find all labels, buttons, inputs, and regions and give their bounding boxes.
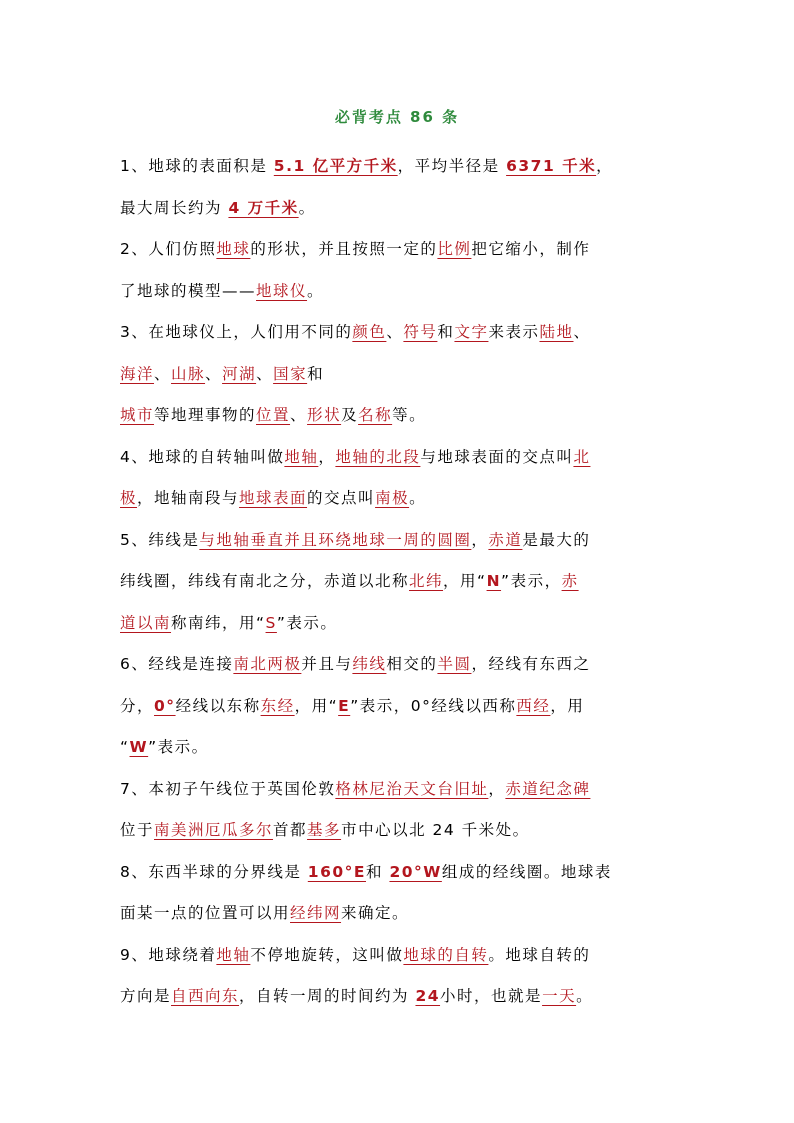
answer-text: 基多 — [307, 821, 342, 839]
body-text: 等地理事物的 — [154, 406, 257, 424]
body-text: 相交的 — [386, 655, 438, 673]
body-text: 、 — [573, 323, 591, 341]
point-item-7 — [120, 769, 676, 852]
answer-text: 城市 — [120, 406, 155, 424]
body-text: ，平均半径是 — [397, 157, 507, 175]
body-text: ，用 — [550, 696, 585, 715]
body-text: 和 — [437, 323, 455, 341]
answer-text: 道以南 — [120, 613, 172, 632]
body-text: 的交点叫 — [307, 489, 376, 507]
body-text: 3、在地球仪上，人们用不同的 — [120, 323, 353, 341]
text-line — [120, 437, 676, 479]
answer-text: 24 — [415, 987, 441, 1005]
body-text: 组成的经线圈。地球表 — [441, 862, 612, 881]
text-line — [120, 603, 676, 645]
answer-text: E — [338, 696, 351, 715]
point-item-3 — [120, 312, 676, 437]
text-line — [120, 561, 676, 603]
point-item-8 — [120, 852, 676, 935]
answer-text: 位置 — [256, 406, 291, 424]
body-text: 9、地球绕着 — [120, 945, 217, 964]
answer-text: 地轴 — [284, 447, 319, 466]
answer-text: 北 — [573, 447, 591, 466]
answer-text: 颜色 — [352, 323, 387, 341]
body-text: 首都 — [273, 821, 308, 839]
answer-text: N — [486, 572, 502, 590]
answer-text: 南极 — [375, 489, 410, 507]
text-line — [120, 893, 676, 935]
body-text: 方向是 — [120, 987, 172, 1005]
page-title: 必背考点 86 条 — [334, 108, 460, 126]
body-text: ，用“ — [443, 572, 487, 590]
answer-text: 4 万千米 — [228, 198, 299, 217]
answer-text: 北纬 — [409, 572, 444, 590]
point-item-4 — [120, 437, 676, 520]
body-text: 7、本初子午线位于英国伦敦 — [120, 779, 336, 798]
text-line — [120, 271, 676, 313]
answer-text: 西经 — [516, 696, 551, 715]
body-text: 。 — [298, 198, 316, 217]
body-text: 、 — [386, 323, 404, 341]
answer-text: 5.1 亿平方千米 — [273, 157, 398, 175]
text-line — [120, 146, 676, 188]
document-body — [120, 146, 676, 1018]
body-text: ， — [596, 157, 614, 175]
body-text: 面某一点的位置可以用 — [120, 904, 291, 922]
answer-text: 160°E — [307, 862, 366, 881]
text-line — [120, 395, 676, 437]
body-text: ， — [471, 530, 489, 549]
answer-text: 形状 — [307, 406, 342, 424]
answer-text: 海洋 — [120, 364, 155, 383]
answer-text: 赤道 — [488, 530, 523, 549]
body-text: 和 — [366, 862, 390, 881]
body-text: 5、纬线是 — [120, 530, 200, 549]
answer-text: 地球表面 — [239, 489, 308, 507]
point-item-9 — [120, 935, 676, 1018]
text-line — [120, 188, 676, 230]
body-text: ”表示。 — [276, 613, 338, 632]
answer-text: 南北两极 — [233, 655, 302, 673]
answer-text: 名称 — [358, 406, 393, 424]
text-line — [120, 354, 676, 396]
body-text: 。 — [307, 281, 325, 300]
point-item-5 — [120, 520, 676, 645]
answer-text: 国家 — [273, 364, 308, 383]
text-line — [120, 727, 676, 769]
answer-text: 半圆 — [437, 655, 472, 673]
body-text: ，用“ — [294, 696, 339, 715]
answer-text: 河湖 — [222, 364, 257, 383]
answer-text: 山脉 — [171, 364, 206, 383]
text-line — [120, 229, 676, 271]
body-text: 位于 — [120, 821, 155, 839]
answer-text: 赤 — [561, 572, 579, 590]
body-text: 最大周长约为 — [120, 198, 229, 217]
body-text: 了地球的模型—— — [120, 281, 257, 300]
body-text: 8、东西半球的分界线是 — [120, 862, 308, 881]
answer-text: 地球 — [216, 240, 251, 258]
body-text: “ — [120, 738, 130, 756]
body-text: 、 — [290, 406, 308, 424]
body-text: 市中心以北 24 千米处。 — [341, 821, 530, 839]
body-text: 与地球表面的交点叫 — [420, 447, 574, 466]
answer-text: 赤道纪念碑 — [505, 779, 591, 798]
answer-text: 经纬网 — [290, 904, 342, 922]
body-text: ， — [318, 447, 336, 466]
body-text: 分， — [120, 696, 155, 715]
body-text: ”表示。 — [148, 738, 209, 756]
body-text: ”表示， — [501, 572, 562, 590]
body-text: ”表示，0°经线以西称 — [350, 696, 517, 715]
text-line — [120, 644, 676, 686]
body-text: 等。 — [392, 406, 427, 424]
point-item-6 — [120, 644, 676, 769]
answer-text: S — [265, 613, 277, 632]
answer-text: 格林尼治天文台旧址 — [335, 779, 489, 798]
body-text: 4、地球的自转轴叫做 — [120, 447, 285, 466]
point-item-2 — [120, 229, 676, 312]
answer-text: 地球的自转 — [403, 945, 489, 964]
body-text: 称南纬，用“ — [171, 613, 266, 632]
answer-text: 陆地 — [539, 323, 574, 341]
body-text: ，地轴南段与 — [137, 489, 240, 507]
answer-text: 与地轴垂直并且环绕地球一周的圆圈 — [199, 530, 472, 549]
body-text: 1、地球的表面积是 — [120, 157, 274, 175]
body-text: 和 — [307, 364, 325, 383]
text-line — [120, 478, 676, 520]
answer-text: 自西向东 — [171, 987, 240, 1005]
answer-text: W — [129, 738, 149, 756]
body-text: 是最大的 — [522, 530, 591, 549]
body-text: 及 — [341, 406, 359, 424]
body-text: ， — [488, 779, 506, 798]
body-text: 、 — [154, 364, 172, 383]
text-line — [120, 686, 676, 728]
body-text: 。 — [576, 987, 594, 1005]
text-line — [120, 810, 676, 852]
answer-text: 符号 — [403, 323, 438, 341]
answer-text: 一天 — [542, 987, 577, 1005]
text-line — [120, 852, 676, 894]
answer-text: 比例 — [437, 240, 472, 258]
body-text: 不停地旋转，这叫做 — [250, 945, 404, 964]
body-text: 。地球自转的 — [488, 945, 591, 964]
body-text: ，经线有东西之 — [471, 655, 591, 673]
body-text: 来确定。 — [341, 904, 410, 922]
body-text: 小时，也就是 — [440, 987, 543, 1005]
body-text: 2、人们仿照 — [120, 240, 217, 258]
answer-text: 东经 — [260, 696, 295, 715]
answer-text: 文字 — [454, 323, 489, 341]
body-text: 经线以东称 — [175, 696, 261, 715]
answer-text: 南美洲厄瓜多尔 — [154, 821, 274, 839]
body-text: 并且与 — [301, 655, 353, 673]
answer-text: 0° — [154, 696, 176, 715]
text-line — [120, 520, 676, 562]
answer-text: 地轴 — [216, 945, 251, 964]
body-text: 。 — [409, 489, 427, 507]
answer-text: 极 — [120, 489, 138, 507]
point-item-1 — [120, 146, 676, 229]
body-text: 的形状，并且按照一定的 — [250, 240, 438, 258]
answer-text: 6371 千米 — [506, 157, 597, 175]
body-text: 纬线圈，纬线有南北之分，赤道以北称 — [120, 572, 410, 590]
answer-text: 纬线 — [352, 655, 387, 673]
body-text: 来表示 — [488, 323, 540, 341]
answer-text: 20°W — [389, 862, 442, 881]
answer-text: 地轴的北段 — [335, 447, 421, 466]
text-line — [120, 935, 676, 977]
text-line — [120, 976, 676, 1018]
answer-text: 地球仪 — [256, 281, 308, 300]
body-text: 把它缩小，制作 — [471, 240, 591, 258]
body-text: 6、经线是连接 — [120, 655, 234, 673]
text-line — [120, 769, 676, 811]
text-line — [120, 312, 676, 354]
body-text: 、 — [205, 364, 223, 383]
body-text: 、 — [256, 364, 274, 383]
body-text: ，自转一周的时间约为 — [239, 987, 416, 1005]
